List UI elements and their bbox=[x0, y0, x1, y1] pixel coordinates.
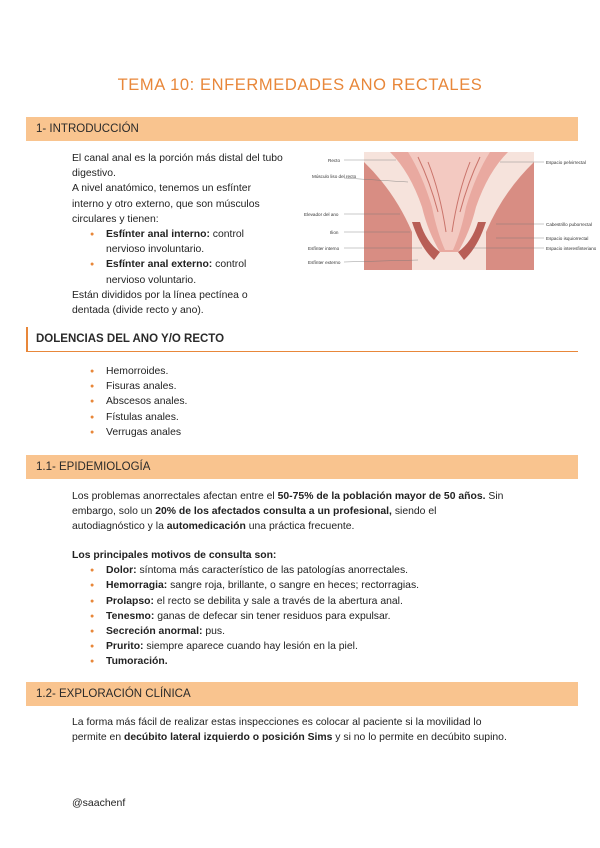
intro-p2: A nivel anatómico, tenemos un esfínter interno y otro externo, que son músculos circulares y tienen: bbox=[72, 183, 260, 225]
motivos-title bbox=[72, 548, 512, 563]
section-heading-dolencias: DOLENCIAS DEL ANO Y/O RECTO bbox=[26, 327, 578, 352]
label-recto: Recto bbox=[328, 158, 341, 163]
list-item bbox=[88, 563, 512, 578]
item-text: síntoma más característico de las patologías anorrectales. bbox=[136, 565, 409, 577]
intro-text bbox=[72, 151, 284, 318]
label-musculo-liso: Músculo liso del recto bbox=[312, 174, 357, 179]
intro-p1: El canal anal es la porción más distal del tubo digestivo. bbox=[72, 153, 283, 180]
list-item bbox=[88, 624, 512, 639]
epidemiologia-text bbox=[72, 489, 512, 535]
motivos-block bbox=[72, 548, 512, 670]
item-bold: Prurito: bbox=[106, 641, 144, 653]
item-text: control nervioso voluntario. bbox=[106, 259, 247, 286]
item-bold: Dolor: bbox=[106, 565, 137, 577]
item-text: ganas de defecar sin tener residuos para expulsar. bbox=[154, 610, 391, 622]
list-item bbox=[88, 578, 512, 593]
explo-text-2: y si no lo permite en decúbito supino. bbox=[332, 732, 507, 744]
item-bold: Tumoración. bbox=[106, 656, 168, 668]
label-ilion: Ilion bbox=[330, 230, 339, 235]
epi-bold-3: automedicación bbox=[166, 521, 246, 533]
page-title: TEMA 10: ENFERMEDADES ANO RECTALES bbox=[117, 76, 483, 94]
sphincter-list bbox=[88, 227, 284, 288]
dolencias-list bbox=[88, 364, 388, 440]
intro-p3: Están divididos por la línea pectínea o dentada (divide recto y ano). bbox=[72, 289, 248, 317]
label-esfinter-interno: Esfínter interno bbox=[308, 246, 340, 251]
item-bold: Prolapso: bbox=[106, 595, 154, 607]
explo-paragraph bbox=[72, 715, 514, 745]
item-text: control nervioso involuntario. bbox=[106, 229, 244, 256]
section-heading-introduccion: 1- INTRODUCCIÓN bbox=[26, 117, 578, 141]
item-bold: Esfínter anal externo: bbox=[106, 259, 213, 271]
dolencias-block bbox=[88, 364, 388, 440]
list-item: ● Verrugas anales bbox=[88, 425, 388, 440]
section-heading-epidemiologia: 1.1- EPIDEMIOLOGÍA bbox=[26, 455, 578, 479]
list-item bbox=[88, 227, 284, 257]
list-item: ● Fisuras anales. bbox=[88, 379, 388, 394]
author-handle: @saachenf bbox=[72, 797, 126, 809]
label-elevador: Elevador del ano bbox=[304, 212, 339, 217]
item-text: pus. bbox=[202, 626, 225, 638]
list-item: ● Fístulas anales. bbox=[88, 410, 388, 425]
label-esfinter-externo: Esfínter externo bbox=[308, 260, 341, 265]
item-bold: Tenesmo: bbox=[106, 610, 155, 622]
item-text: siempre aparece cuando hay lesión en la piel. bbox=[143, 641, 358, 653]
list-item: ● Hemorroides. bbox=[88, 364, 388, 379]
list-item bbox=[88, 257, 284, 287]
label-isquiorrectal: Espacio isquiorrectal bbox=[546, 236, 589, 241]
item-text: el recto se debilita y sale a través de la abertura anal. bbox=[153, 595, 403, 607]
epi-paragraph bbox=[72, 489, 512, 535]
epi-text-4: una práctica frecuente. bbox=[245, 521, 355, 533]
epi-bold-1: 50-75% de la población mayor de 50 años. bbox=[277, 491, 486, 502]
motivos-title-text: Los principales motivos de consulta son: bbox=[72, 550, 277, 561]
epi-text-2: Sin embargo, solo un bbox=[72, 491, 504, 518]
list-item bbox=[88, 609, 512, 624]
motivos-list bbox=[88, 563, 512, 669]
exploracion-text bbox=[72, 715, 514, 745]
label-cabestrillo: Cabestrillo puborrectal bbox=[546, 222, 592, 227]
explo-text-1: La forma más fácil de realizar estas inspecciones es colocar al paciente si la movilidad lo permite en bbox=[72, 717, 482, 744]
item-bold: Esfínter anal interno: bbox=[106, 229, 210, 241]
list-item bbox=[88, 594, 512, 609]
list-item bbox=[88, 654, 512, 669]
label-espacio-pelvirrectal: Espacio pelvirrectal bbox=[546, 160, 586, 165]
section-heading-exploracion: 1.2- EXPLORACIÓN CLÍNICA bbox=[26, 682, 578, 706]
epi-text-3: siendo el autodiagnóstico y la bbox=[72, 506, 437, 533]
list-item bbox=[88, 639, 512, 654]
epi-text-1: Los problemas anorrectales afectan entre el bbox=[72, 491, 278, 502]
label-interesfinteriano: Espacio interesfinteriano bbox=[546, 246, 596, 251]
item-bold: Hemorragia: bbox=[106, 580, 168, 592]
epi-bold-2: 20% de los afectados consulta a un profesional, bbox=[155, 506, 392, 518]
item-text: sangre roja, brillante, o sangre en heces; rectorragias. bbox=[167, 580, 420, 592]
anorectal-anatomy-figure bbox=[300, 152, 596, 270]
explo-bold: decúbito lateral izquierdo o posición Sims bbox=[123, 732, 333, 744]
list-item: ● Abscesos anales. bbox=[88, 394, 388, 409]
item-bold: Secreción anormal: bbox=[106, 626, 203, 638]
